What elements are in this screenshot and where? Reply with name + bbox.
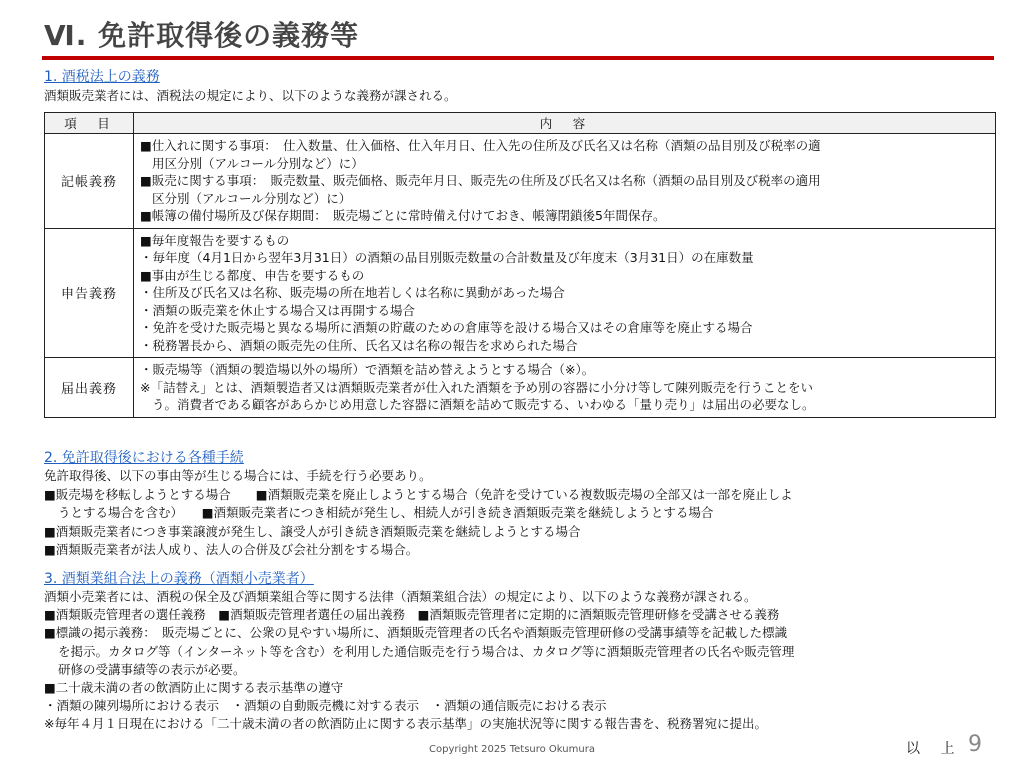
column-header-content: 内 容 xyxy=(134,113,996,134)
table-row xyxy=(45,358,996,418)
title-divider xyxy=(42,56,994,60)
duty-content-line: ■事由が生じる都度、申告を要するもの xyxy=(140,267,365,283)
body-text-line: 研修の受講事績等の表示が必要。 xyxy=(58,661,246,677)
duty-content-line: 用区分別（アルコール分別など）に） xyxy=(152,155,364,171)
table-header-row xyxy=(45,113,996,134)
section-1-intro: 酒類販売業者には、酒税法の規定により、以下のような義務が課される。 xyxy=(44,88,457,103)
body-text-line: ■酒類販売業者が法人成り、法人の合併及び会社分割をする場合。 xyxy=(44,542,419,557)
section-3-heading: 3. 酒類業組合法上の義務（酒類小売業者） xyxy=(44,571,314,587)
duty-content-line: ・毎年度（4月1日から翌年3月31日）の酒類の品目別販売数量の合計数量及び年度末（3月31日）の在庫数量 xyxy=(140,250,754,265)
page-number: 9 xyxy=(968,732,982,757)
body-text-line: ■酒類販売業者につき事業譲渡が発生し、譲受人が引き続き酒類販売業を継続しようとする場合 xyxy=(44,523,581,539)
duty-content-cell xyxy=(134,228,996,358)
duty-content-line: ■販売に関する事項： 販売数量、販売価格、販売年月日、販売先の住所及び氏名又は名称（酒類の品目別及び税率の適用 xyxy=(140,173,821,188)
duty-content-line: 区分別（アルコール分別など）に） xyxy=(152,190,352,206)
body-text-line: ・酒類の陳列場所における表示 ・酒類の自動販売機に対する表示 ・酒類の通信販売における表示 xyxy=(44,698,607,714)
body-text-line: うとする場合を含む） ■酒類販売業者につき相続が発生し、相続人が引き続き酒類販売業を継続しようとする場合 xyxy=(58,505,714,520)
body-text-line: ■二十歳未満の者の飲酒防止に関する表示基準の遵守 xyxy=(44,680,344,695)
page-title: Ⅵ. 免許取得後の義務等 xyxy=(44,19,360,52)
copyright-notice: Copyright 2025 Tetsuro Okumura xyxy=(429,744,595,755)
body-text-line: ■販売場を移転しようとする場合 ■酒類販売業を廃止しようとする場合（免許を受けている複数販売場の全部又は一部を廃止しよ xyxy=(44,486,793,502)
duty-item-label: 記帳義務 xyxy=(45,134,134,229)
duty-content-line: う。消費者である顧客があらかじめ用意した容器に酒類を詰めて販売する、いわゆる「量り売り」は届出の必要なし。 xyxy=(152,397,815,412)
table-row xyxy=(45,228,996,358)
table-row xyxy=(45,134,996,229)
duty-content-line: ・販売場等（酒類の製造場以外の場所）で酒類を詰め替えようとする場合（※）。 xyxy=(140,362,595,377)
body-text-line: ■標識の掲示義務： 販売場ごとに、公衆の見やすい場所に、酒類販売管理者の氏名や酒類販売管理研修の受講事績等を記載した標識 xyxy=(44,625,788,641)
duty-content-line: ・税務署長から、酒類の販売先の住所、氏名又は名称の報告を求められた場合 xyxy=(140,337,578,353)
body-text-line: を掲示。カタログ等（インターネット等を含む）を利用した通信販売を行う場合は、カタログ等に酒類販売管理者の氏名や販売管理 xyxy=(58,643,795,659)
body-text-line: 酒類小売業者には、酒税の保全及び酒類業組合等に関する法律（酒類業組合法）の規定により、以下のような義務が課される。 xyxy=(44,589,757,604)
table-body xyxy=(45,134,996,418)
body-text-line: 免許取得後、以下の事由等が生じる場合には、手続を行う必要あり。 xyxy=(44,468,432,483)
duty-content-cell xyxy=(134,134,996,229)
duties-table xyxy=(44,112,996,418)
duty-content-cell xyxy=(134,358,996,418)
duty-content-line: ※「詰替え」とは、酒類製造者又は酒類販売業者が仕入れた酒類を予め別の容器に小分け等して陳列販売を行うことをい xyxy=(140,379,813,395)
body-text-line: ※毎年４月１日現在における「二十歳未満の者の飲酒防止に関する表示基準」の実施状況等に関する報告書を、税務署宛に提出。 xyxy=(44,716,767,732)
duty-item-label: 届出義務 xyxy=(45,358,134,418)
duty-content-line: ■仕入れに関する事項： 仕入数量、仕入価格、仕入年月日、仕入先の住所及び氏名又は名称（酒類の品目別及び税率の適 xyxy=(140,138,821,153)
duty-content-line: ・免許を受けた販売場と異なる場所に酒類の貯蔵のための倉庫等を設ける場合又はその倉庫等を廃止する場合 xyxy=(140,320,753,335)
body-text-line: ■酒類販売管理者の選任義務 ■酒類販売管理者選任の届出義務 ■酒類販売管理者に定期的に酒類販売管理研修を受講させる義務 xyxy=(44,607,780,623)
duty-content-line: ・住所及び氏名又は名称、販売場の所在地若しくは名称に異動があった場合 xyxy=(140,285,565,300)
section-2-heading: 2. 免許取得後における各種手続 xyxy=(44,450,244,466)
section-1-heading: 1. 酒税法上の義務 xyxy=(44,69,160,85)
duty-content-line: ・酒類の販売業を休止する場合又は再開する場合 xyxy=(140,302,416,318)
duty-content-line: ■毎年度報告を要するもの xyxy=(140,232,290,248)
duty-content-line: ■帳簿の備付場所及び保存期間： 販売場ごとに常時備え付けておき、帳簿閉鎖後5年間保存。 xyxy=(140,208,666,223)
duty-item-label: 申告義務 xyxy=(45,228,134,358)
column-header-item: 項 目 xyxy=(45,113,134,134)
end-mark: 以 上 xyxy=(906,741,963,757)
